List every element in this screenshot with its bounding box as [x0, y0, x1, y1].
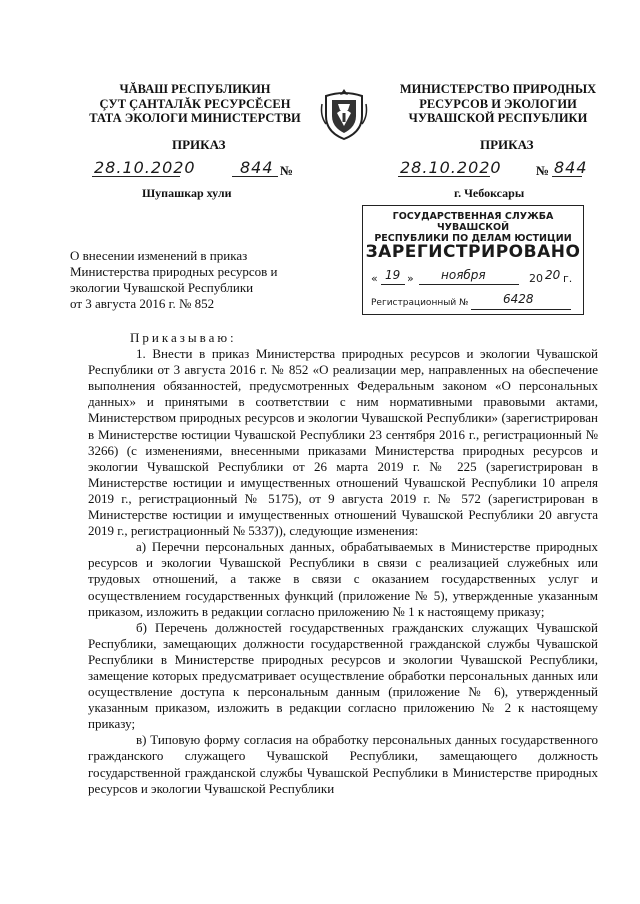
number-right: 844 [554, 158, 588, 177]
registration-stamp [362, 205, 584, 315]
stamp-title [363, 211, 583, 244]
subject-line: О внесении изменений в приказ [70, 248, 248, 263]
header-right-line: РЕСУРСОВ И ЭКОЛОГИИ [419, 96, 577, 111]
stamp-quote-close: » [407, 272, 414, 285]
prikazyvayu-heading: Приказываю: [130, 330, 237, 345]
paragraph-1: 1. Внести в приказ Министерства природных ресурсов и экологии Чувашской Республики от 3 августа 2016 г. № 852 «О реализации мер, направленных на обеспечение выполнения обязанностей, предусмотренных Федеральным законом «О персональных данных» и принятыми в соответствии с ним нормативными правовыми актами, Министерством природных ресурсов и экологии Чувашской Республики» (зарегистрирован в Министерстве юстиции Чувашской Республики 23 сентября 2016 г., регистрационный № 3266) (с изменениями, внесенными приказами Министерства природных ресурсов и экологии Чувашской Республики от 26 марта 2019 г. № 225 (зарегистрирован в Министерстве юстиции и имущественных отношений Чувашской Республики 10 апреля 2019 г., регистрационный № 5175), от 9 августа 2019 г. № 572 (зарегистрирован в Министерстве юстиции и имущественных отношений Чувашской Республики 20 августа 2019 г., регистрационный № 5337)), следующие изменения: [88, 346, 598, 539]
stamp-status: ЗАРЕГИСТРИРОВАНО [365, 242, 581, 262]
header-left-line: ТАТА ЭКОЛОГИ МИНИСТЕРСТВИ [89, 111, 301, 125]
paragraph-a: а) Перечни персональных данных, обрабатываемых в Министерстве природных ресурсов и экологии Чувашской Республики в связи с реализацией служебных или трудовых отношений, а также в связи с оказанием государственных услуг и осуществлением государственных функций (приложение № 5), утвержденные указанным приказом, изложить в редакции согласно приложению № 1 к настоящему приказу; [88, 539, 598, 619]
number-sign-left: № [280, 163, 294, 178]
stamp-title-line: ГОСУДАРСТВЕННАЯ СЛУЖБА ЧУВАШСКОЙ [392, 211, 554, 233]
stamp-day-underline [381, 284, 405, 285]
paragraph-b: б) Перечень должностей государственных гражданских служащих Чувашской Республики, замещающих должности государственной гражданской службы Чувашской Республики в Министерстве природных ресурсов и экологии Чувашской Республики, замещение которых предусматривает осуществление обработки персональных данных или осуществление доступа к персональным данным (приложение № 6), утвержденный указанным приказом, изложить в редакции согласно приложению № 2 к настоящему приказу; [88, 619, 598, 732]
stamp-reg-label: Регистрационный № [371, 298, 469, 308]
coat-of-arms-emblem [318, 86, 370, 142]
header-left-org [70, 82, 320, 126]
header-left-line: ÇУТ ÇАНТАЛĂК РЕСУРСĔСЕН [99, 96, 291, 111]
header-left-line: ЧĂВАШ РЕСПУБЛИКИН [119, 82, 271, 96]
header-right-line: ЧУВАШСКОЙ РЕСПУБЛИКИ [408, 111, 588, 125]
date-right: 28.10.2020 [400, 158, 502, 177]
stamp-year-suffix: 20 [545, 268, 561, 282]
stamp-year-unit: г. [563, 272, 573, 285]
subject-line: от 3 августа 2016 г. № 852 [70, 296, 215, 311]
header-right-line: МИНИСТЕРСТВО ПРИРОДНЫХ [399, 82, 597, 96]
stamp-month: ноября [441, 268, 486, 282]
city-right: г. Чебоксары [454, 186, 525, 200]
header-right-org [378, 82, 618, 126]
doc-type-right: ПРИКАЗ [480, 137, 534, 152]
stamp-month-underline [419, 284, 519, 285]
date-left: 28.10.2020 [94, 158, 196, 177]
order-subject [70, 248, 340, 312]
stamp-quote-open: « [371, 272, 378, 285]
paragraph-v: в) Типовую форму согласия на обработку персональных данных государственного гражданского служащего Чувашской Республики, замещающего должность государственной гражданской службы Чувашской Республики в Министерстве природных ресурсов и экологии Чувашской Республики [88, 732, 598, 796]
stamp-title-line: РЕСПУБЛИКИ ПО ДЕЛАМ ЮСТИЦИИ [374, 233, 572, 244]
city-left: Шупашкар хули [142, 186, 232, 200]
stamp-day: 19 [385, 268, 401, 282]
doc-type-left: ПРИКАЗ [172, 137, 226, 152]
number-sign-right: № [536, 163, 550, 178]
stamp-reg-underline [471, 309, 571, 310]
subject-line: экологии Чувашской Республики [70, 280, 254, 295]
stamp-year-prefix: 20 [529, 272, 543, 285]
subject-line: Министерства природных ресурсов и [70, 264, 278, 279]
order-body [88, 330, 598, 797]
number-left: 844 [240, 158, 274, 177]
stamp-reg-number: 6428 [503, 292, 534, 306]
